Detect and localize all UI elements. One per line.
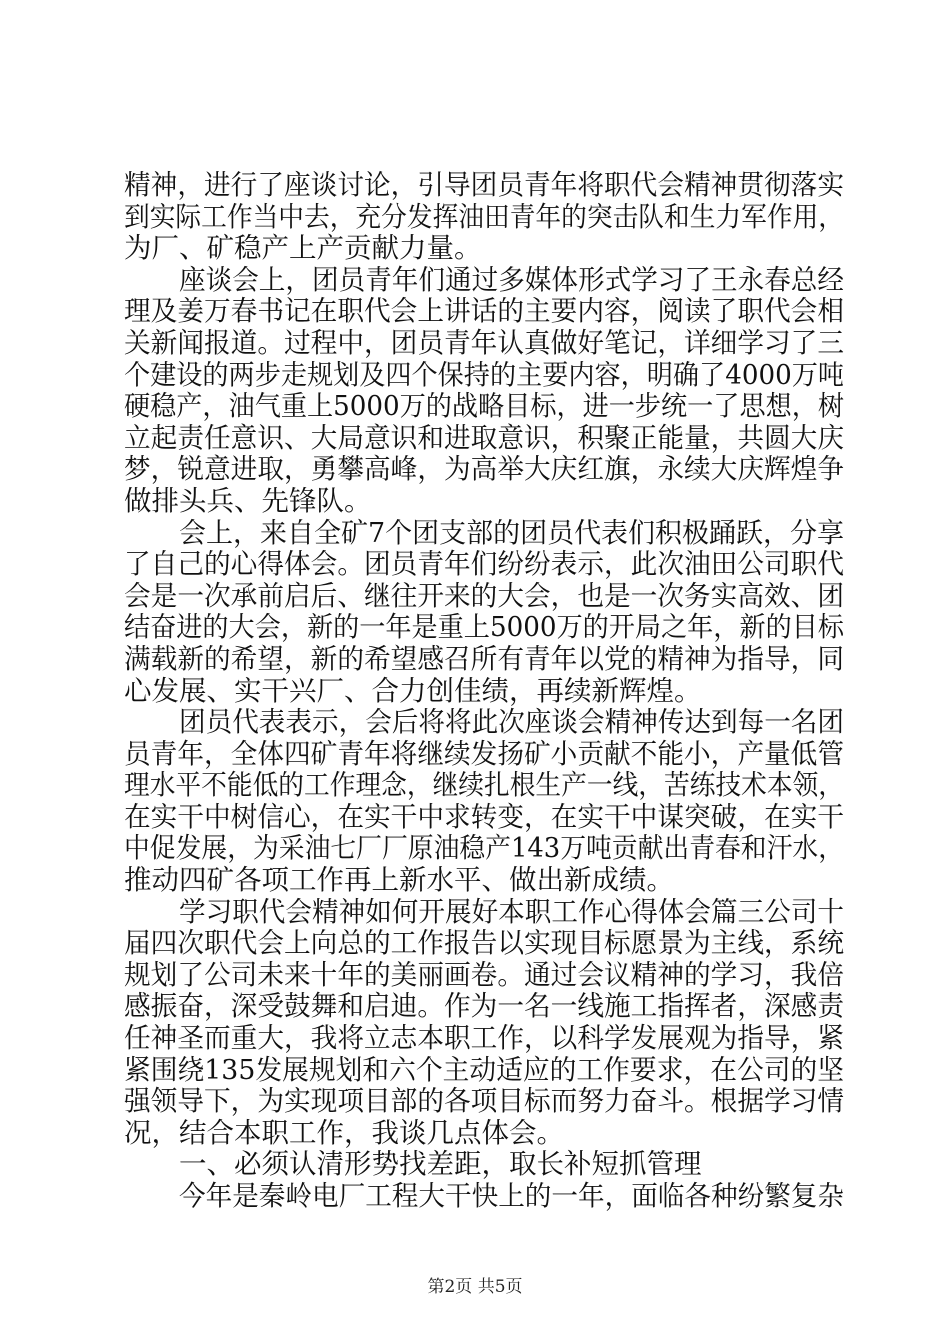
- text-line: 座谈会上，团员青年们通过多媒体形式学习了王永春总经: [179, 263, 844, 296]
- text-line: 为厂、矿稳产上产贡献力量。: [124, 232, 482, 265]
- text-line: 了自己的心得体会。团员青年们纷纷表示，此次油田公司职代: [124, 548, 844, 581]
- text-line: 一、必须认清形势找差距，取长补短抓管理: [179, 1148, 702, 1181]
- text-line: 硬稳产，油气重上5000万的战略目标，进一步统一了思想，树: [124, 390, 844, 423]
- text-line: 结奋进的大会，新的一年是重上5000万的开局之年，新的目标: [124, 611, 844, 644]
- text-line: 梦，锐意进取，勇攀高峰，为高举大庆红旗，永续大庆辉煌争: [124, 453, 844, 486]
- text-line: 个建设的两步走规划及四个保持的主要内容，明确了4000万吨: [124, 358, 844, 391]
- text-line: 任神圣而重大，我将立志本职工作，以科学发展观为指导，紧: [124, 1022, 844, 1055]
- text-line: 在实干中树信心，在实干中求转变，在实干中谋突破，在实干: [124, 800, 844, 833]
- text-line: 立起责任意识、大局意识和进取意识，积聚正能量，共圆大庆: [124, 421, 844, 454]
- text-line: 心发展、实干兴厂、合力创佳绩，再续新辉煌。: [124, 674, 702, 707]
- page-footer: 第2页 共5页: [427, 1277, 523, 1297]
- text-line: 强领导下，为实现项目部的各项目标而努力奋斗。根据学习情: [124, 1085, 844, 1118]
- text-line: 感振奋，深受鼓舞和启迪。作为一名一线施工指挥者，深感责: [124, 990, 844, 1023]
- text-line: 规划了公司未来十年的美丽画卷。通过会议精神的学习，我倍: [124, 958, 844, 991]
- text-line: 会是一次承前启后、继往开来的大会，也是一次务实高效、团: [124, 579, 844, 612]
- text-line: 推动四矿各项工作再上新水平、做出新成绩。: [124, 864, 674, 897]
- text-line: 会上，来自全矿7个团支部的团员代表们积极踊跃，分享: [179, 516, 844, 549]
- text-line: 今年是秦岭电厂工程大干快上的一年，面临各种纷繁复杂: [179, 1180, 844, 1212]
- text-line: 到实际工作当中去，充分发挥油田青年的突击队和生力军作用，: [124, 200, 844, 233]
- text-line: 届四次职代会上向总的工作报告以实现目标愿景为主线，系统: [124, 927, 844, 960]
- text-line: 紧围绕135发展规划和六个主动适应的工作要求，在公司的坚: [124, 1053, 844, 1086]
- document-body: [124, 170, 844, 1213]
- text-line: 中促发展，为采油七厂厂原油稳产143万吨贡献出青春和汗水，: [124, 832, 844, 865]
- text-line: 学习职代会精神如何开展好本职工作心得体会篇三公司十: [179, 895, 844, 928]
- text-line: 做排头兵、先锋队。: [124, 484, 372, 517]
- text-line: 员青年，全体四矿青年将继续发扬矿小贡献不能小，产量低管: [124, 737, 844, 770]
- text-line: 精神，进行了座谈讨论，引导团员青年将职代会精神贯彻落实: [124, 169, 844, 201]
- text-line: 理水平不能低的工作理念，继续扎根生产一线，苦练技术本领，: [124, 769, 844, 802]
- text-line: 况，结合本职工作，我谈几点体会。: [124, 1116, 564, 1149]
- text-line: 关新闻报道。过程中，团员青年认真做好笔记，详细学习了三: [124, 326, 844, 359]
- text-line: 满载新的希望，新的希望感召所有青年以党的精神为指导，同: [124, 642, 844, 675]
- text-line: 理及姜万春书记在职代会上讲话的主要内容，阅读了职代会相: [124, 295, 844, 328]
- text-line: 团员代表表示，会后将将此次座谈会精神传达到每一名团: [179, 706, 844, 739]
